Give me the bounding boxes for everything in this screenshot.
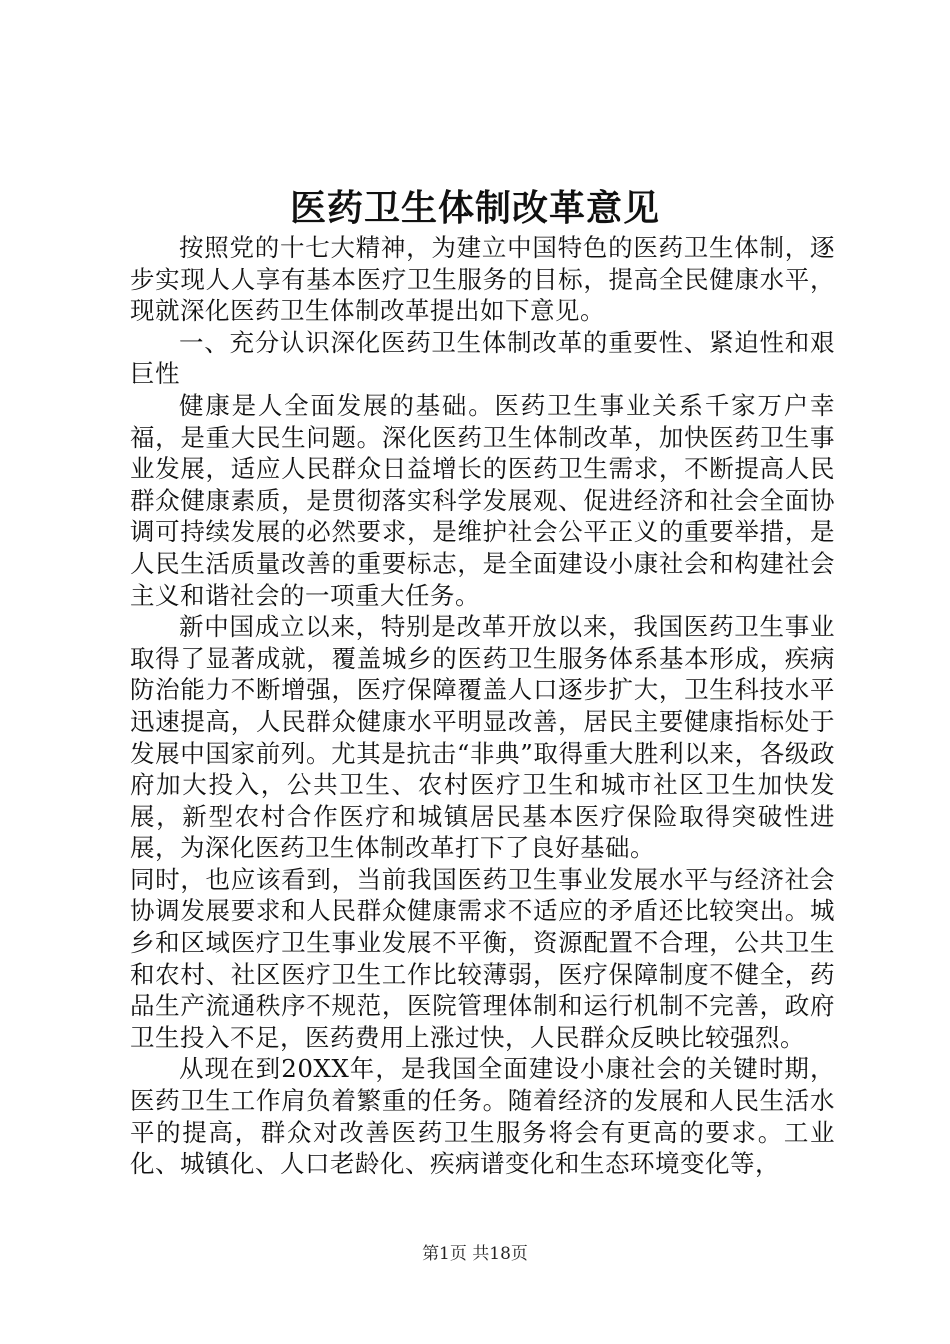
- paragraph-problems: 同时，也应该看到，当前我国医药卫生事业发展水平与经济社会协调发展要求和人民群众健康需求不适应的矛盾还比较突出。城乡和区域医疗卫生事业发展不平衡，资源配置不合理，公共卫生和农村、社区医疗卫生工作比较薄弱，医疗保障制度不健全，药品生产流通秩序不规范，医院管理体制和运行机制不完善，政府卫生投入不足，医药费用上涨过快，人民群众反映比较强烈。: [130, 864, 835, 1052]
- document-title: 医药卫生体制改革意见: [289, 187, 660, 229]
- paragraph-intro: 按照党的十七大精神，为建立中国特色的医药卫生体制，逐步实现人人享有基本医疗卫生服务的目标，提高全民健康水平，现就深化医药卫生体制改革提出如下意见。: [130, 233, 835, 326]
- paragraph-achievements: 新中国成立以来，特别是改革开放以来，我国医药卫生事业取得了显著成就，覆盖城乡的医药卫生服务体系基本形成，疾病防治能力不断增强，医疗保障覆盖人口逐步扩大，卫生科技水平迅速提高，人民群众健康水平明显改善，居民主要健康指标处于发展中国家前列。尤其是抗击“非典”取得重大胜利以来，各级政府加大投入，公共卫生、农村医疗卫生和城市社区卫生加快发展，新型农村合作医疗和城镇居民基本医疗保险取得突破性进展，为深化医药卫生体制改革打下了良好基础。: [130, 612, 835, 863]
- page-number-label: 第1页 共18页: [422, 1244, 528, 1264]
- paragraph-outlook: 从现在到20XX年，是我国全面建设小康社会的关键时期，医药卫生工作肩负着繁重的任务。随着经济的发展和人民生活水平的提高，群众对改善医药卫生服务将会有更高的要求。工业化、城镇化、人口老龄化、疾病谱变化和生态环境变化等，: [130, 1054, 835, 1179]
- page-footer: [0, 1242, 950, 1266]
- paragraph-health-basis: 健康是人全面发展的基础。医药卫生事业关系千家万户幸福，是重大民生问题。深化医药卫生体制改革，加快医药卫生事业发展，适应人民群众日益增长的医药卫生需求，不断提高人民群众健康素质，是贯彻落实科学发展观、促进经济和社会全面协调可持续发展的必然要求，是维护社会公平正义的重要举措，是人民生活质量改善的重要标志，是全面建设小康社会和构建社会主义和谐社会的一项重大任务。: [130, 390, 835, 610]
- section-heading-1: 一、充分认识深化医药卫生体制改革的重要性、紧迫性和艰巨性: [130, 327, 835, 389]
- document-body: [130, 232, 835, 1180]
